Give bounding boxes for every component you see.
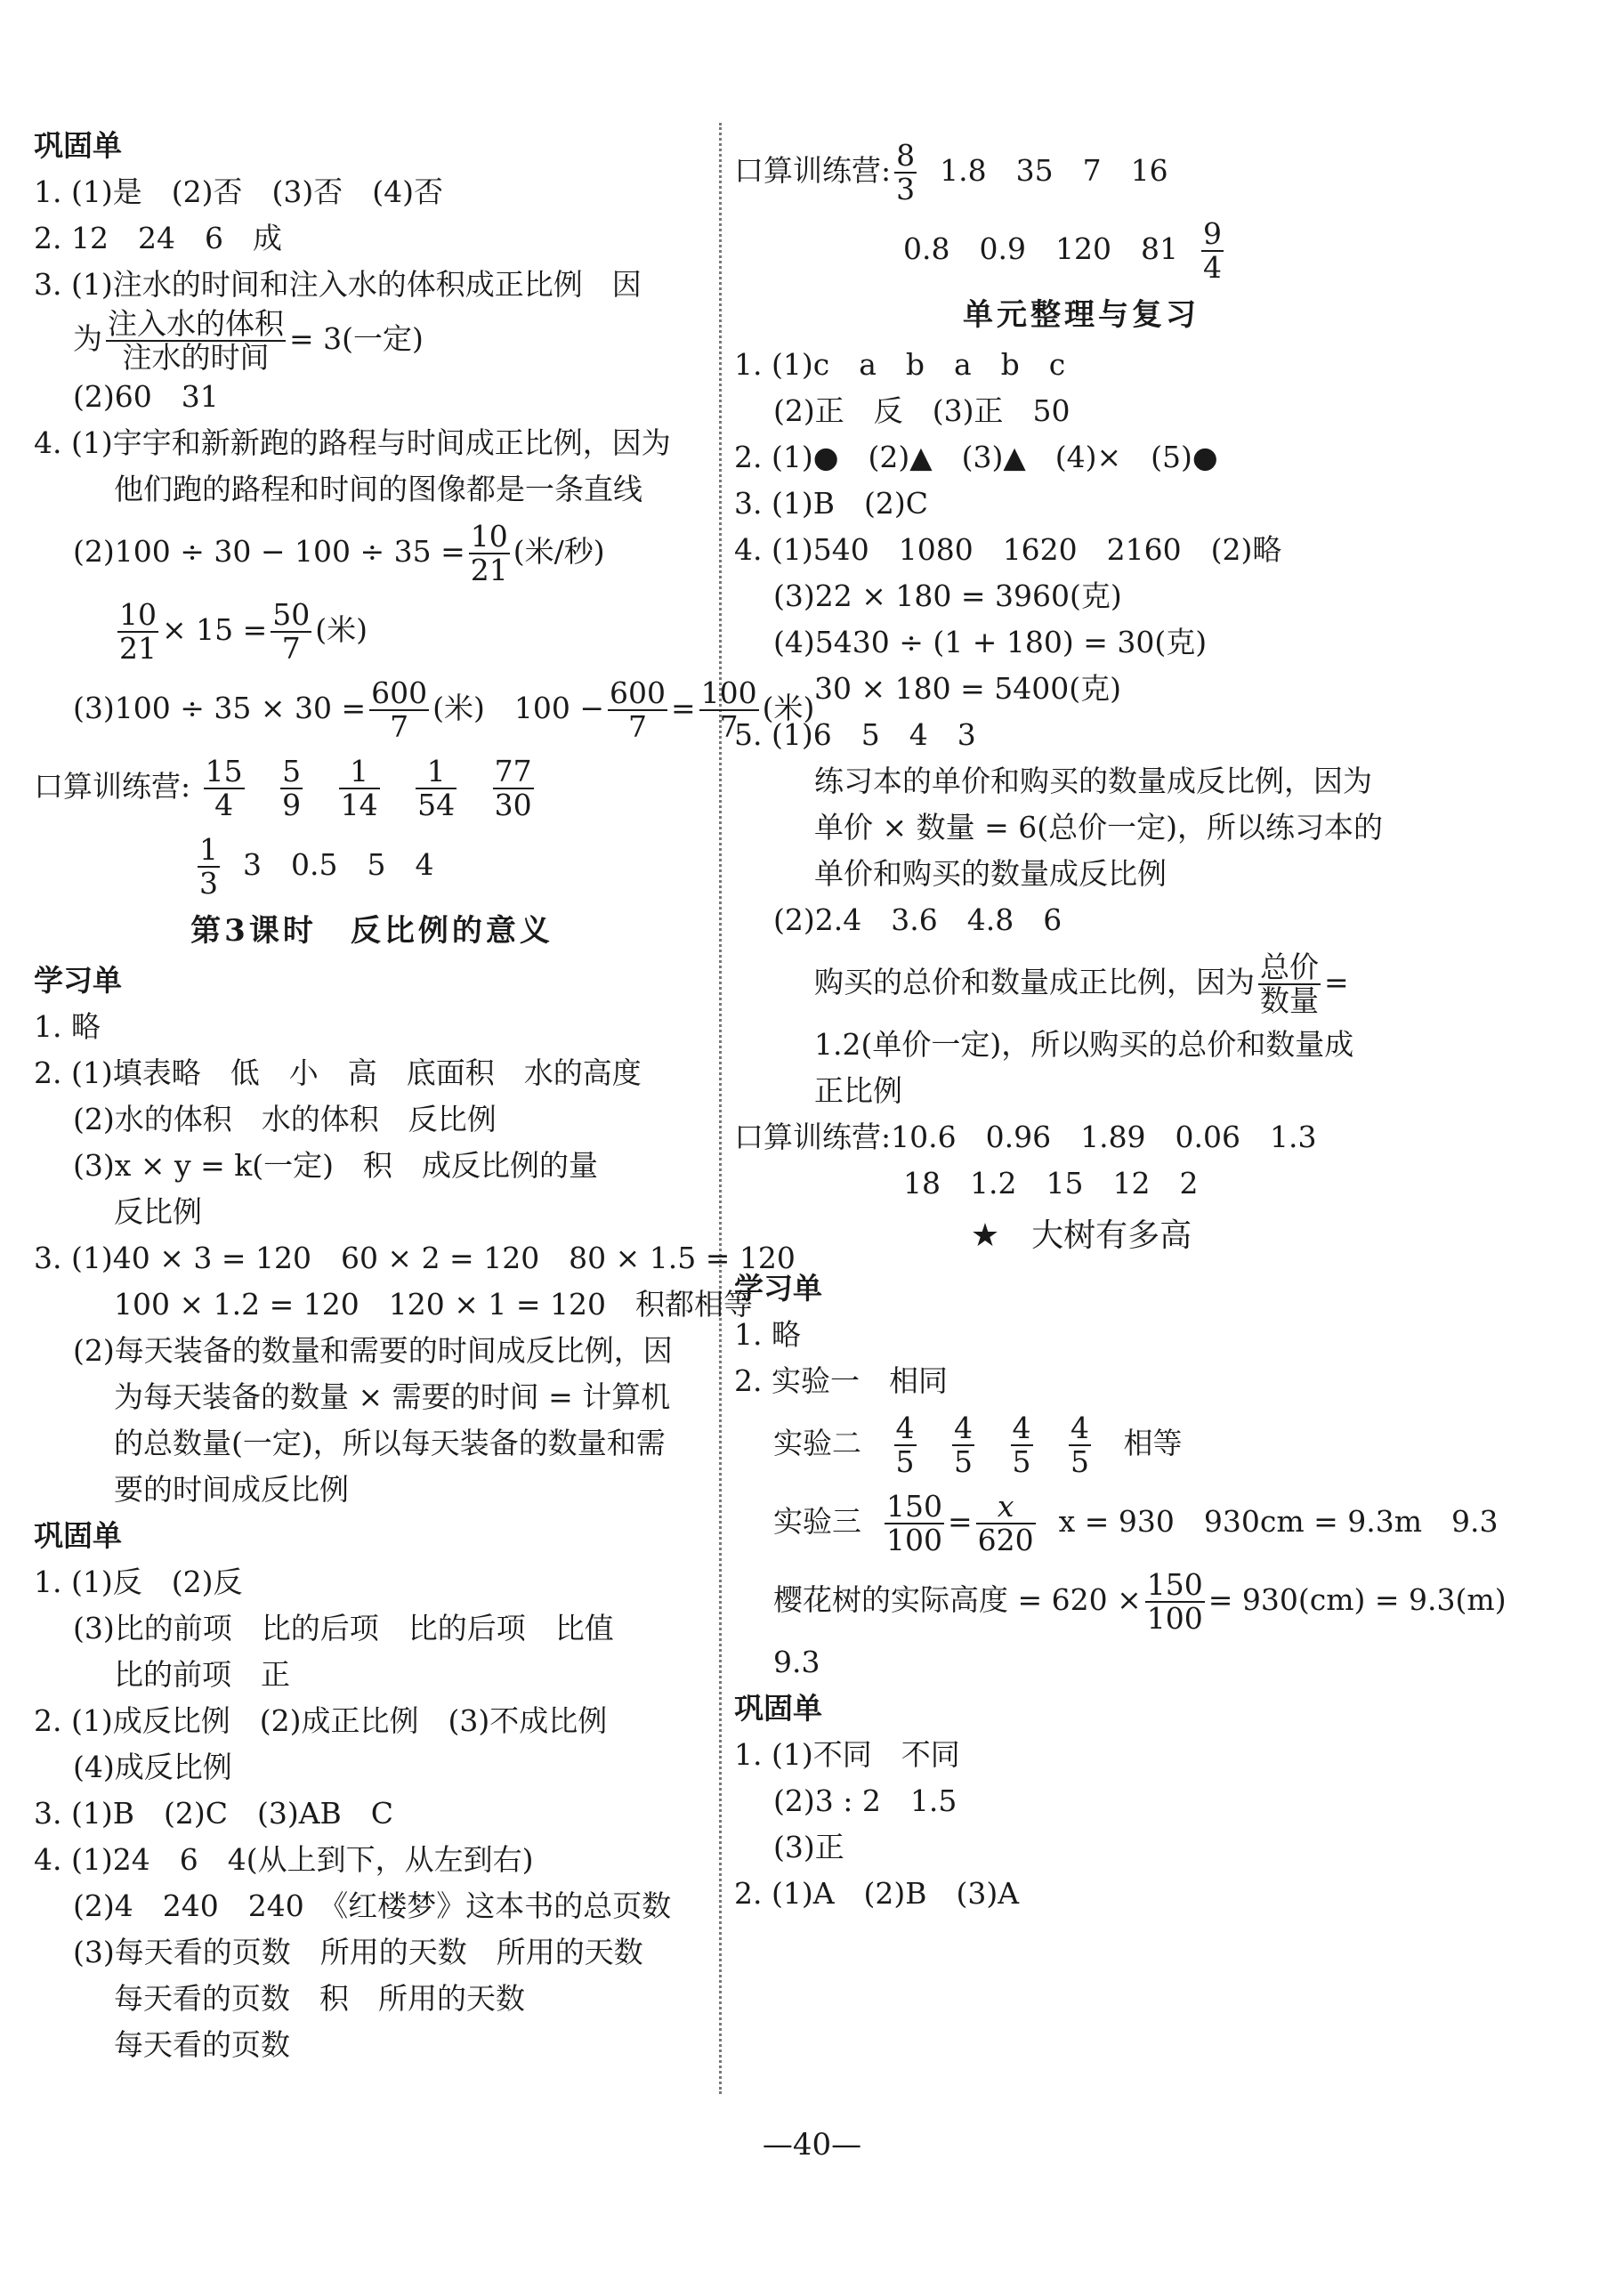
text: 1.8 35 7 16 — [940, 153, 1168, 188]
text: = — [671, 691, 696, 725]
text: = 3(一定) — [289, 321, 424, 356]
numerator: 600 — [610, 675, 667, 710]
denominator: 4 — [1202, 250, 1222, 285]
numerator: 4 — [1071, 1411, 1089, 1445]
answer-line: (2)2.4 3.6 4.8 6 — [773, 902, 1062, 937]
numerator: 4 — [954, 1411, 973, 1445]
fraction — [1011, 1412, 1033, 1478]
answer-line — [34, 513, 710, 591]
answer-line — [34, 669, 815, 748]
answer-line: 为每天装备的数量 × 需要的时间 = 计算机 — [114, 1379, 671, 1414]
text: = — [948, 1504, 973, 1539]
oral-practice-line: 18 1.2 15 12 2 — [903, 1166, 1199, 1201]
answer-line: (2)每天装备的数量和需要的时间成反比例，因 — [73, 1333, 673, 1368]
text: 相等 — [1123, 1426, 1183, 1460]
denominator: 7 — [719, 709, 739, 744]
answer-line — [734, 342, 1428, 388]
answer-line: (3)每天看的页数 所用的天数 所用的天数 — [73, 1935, 643, 1969]
numerator: 150 — [886, 1489, 942, 1524]
denominator: 5 — [1071, 1444, 1089, 1479]
text: 购买的总价和数量成正比例，因为 — [814, 965, 1255, 999]
answer-line: 单价和购买的数量成反比例 — [814, 856, 1167, 891]
answer-line — [734, 1404, 1428, 1483]
right-column — [734, 132, 1507, 2094]
section-title: 巩固单 — [734, 1691, 822, 1726]
fraction — [952, 1412, 974, 1478]
fraction — [1201, 218, 1224, 284]
section-title: 巩固单 — [34, 128, 122, 163]
numerator: 50 — [272, 597, 311, 632]
answer-line: 5. (1)6 5 4 3 — [734, 717, 976, 752]
answer-line: 练习本的单价和购买的数量成反比例，因为 — [814, 764, 1372, 798]
fraction — [894, 140, 917, 206]
text: 1. (1)c a b a b c — [734, 347, 1066, 382]
answer-line: 2. 12 24 6 成 — [34, 221, 282, 255]
text: 0.8 0.9 120 81 — [903, 231, 1178, 266]
answer-line: 4. (1)宇宇和新新跑的路程与时间成正比例，因为 — [34, 425, 671, 460]
fraction — [339, 756, 380, 821]
answer-line: (3)22 × 180 = 3960(克) — [773, 578, 1122, 613]
fraction — [369, 677, 429, 743]
answer-line: 的总数量(一定)，所以每天装备的数量和需 — [114, 1426, 666, 1460]
text: 实验三 — [773, 1504, 861, 1539]
answer-line: 每天看的页数 积 所用的天数 — [114, 1981, 525, 2016]
answer-line: (3)比的前项 比的后项 比的后项 比值 — [73, 1611, 614, 1645]
answer-line: 2. (1)A (2)B (3)A — [734, 1876, 1020, 1911]
answer-line: (2)60 31 — [73, 379, 219, 414]
numerator: 77 — [494, 754, 532, 788]
answer-line: 2. 实验一 相同 — [734, 1363, 948, 1398]
denominator: 注水的时间 — [122, 340, 270, 375]
tree-title: ★ 大树有多高 — [970, 1217, 1192, 1254]
numerator: 4 — [1012, 1411, 1031, 1445]
denominator: 21 — [470, 553, 508, 587]
answer-line: 1. 略 — [34, 1009, 101, 1044]
answer-line: 30 × 180 = 5400(克) — [814, 671, 1121, 706]
text: (米/秒) — [513, 534, 605, 569]
text: (3)100 ÷ 35 × 30 = — [73, 691, 367, 725]
denominator: 7 — [390, 709, 409, 744]
answer-line: 他们跑的路程和时间的图像都是一条直线 — [114, 472, 642, 506]
answer-line: 2. (1)成反比例 (2)成正比例 (3)不成比例 — [34, 1703, 608, 1738]
denominator: 数量 — [1260, 983, 1319, 1018]
fraction — [894, 1412, 917, 1478]
answer-line: 1. (1)不同 不同 — [734, 1737, 960, 1772]
numerator: 总价 — [1260, 950, 1319, 984]
numerator: x — [976, 1491, 1036, 1524]
answer-line: (2)3 : 2 1.5 — [773, 1783, 957, 1818]
fraction — [1069, 1412, 1091, 1478]
fraction — [204, 756, 245, 821]
fraction — [271, 599, 311, 665]
answer-line: 1. 略 — [734, 1317, 801, 1352]
fraction — [106, 308, 286, 374]
numerator: 100 — [700, 675, 757, 710]
text: (米) — [762, 691, 815, 725]
numerator: 9 — [1202, 216, 1222, 251]
denominator: 7 — [281, 631, 301, 666]
answer-line: (3)正 — [773, 1830, 844, 1864]
denominator: 4 — [214, 788, 234, 822]
numerator: 1 — [416, 756, 456, 789]
denominator: 5 — [1012, 1444, 1031, 1479]
oral-label: 口算训练营: — [34, 769, 191, 804]
answer-line: 4. (1)540 1080 1620 2160 (2)略 — [734, 532, 1282, 567]
fraction — [608, 677, 667, 743]
oral-label: 口算训练营: — [734, 153, 892, 188]
text: 10.6 0.96 1.89 0.06 1.3 — [891, 1120, 1317, 1154]
answer-line: 3. (1)注水的时间和注入水的体积成正比例 因 — [34, 267, 642, 302]
denominator: 14 — [340, 788, 378, 822]
answer-line: 比的前项 正 — [114, 1657, 290, 1692]
column-divider — [719, 123, 722, 2094]
fraction — [280, 756, 303, 821]
denominator: 54 — [417, 788, 456, 822]
answer-line: 正比例 — [814, 1073, 902, 1108]
numerator: 600 — [371, 675, 428, 710]
answer-line: 1. (1)是 (2)否 (3)否 (4)否 — [34, 174, 443, 209]
fraction — [1258, 951, 1321, 1017]
text: × 15 = — [162, 612, 268, 647]
text: (米) 100 − — [432, 691, 605, 725]
denominator: 3 — [896, 172, 916, 206]
text: x = 930 930cm = 9.3m 9.3 — [1058, 1504, 1499, 1539]
answer-line: 100 × 1.2 = 120 120 × 1 = 120 积都相等 — [114, 1287, 753, 1322]
section-title: 巩固单 — [34, 1518, 122, 1553]
answer-line — [734, 1483, 1499, 1561]
answer-line: (4)5430 ÷ (1 + 180) = 30(克) — [773, 625, 1208, 659]
answer-line: 3. (1)B (2)C — [734, 486, 928, 521]
oral-practice-line — [34, 826, 710, 904]
denominator: 30 — [494, 788, 532, 822]
section-title: 学习单 — [34, 963, 122, 998]
numerator: 10 — [119, 597, 157, 632]
text: (米) — [315, 612, 368, 647]
answer-line: 反比例 — [114, 1194, 202, 1229]
oral-practice-line — [734, 1114, 1428, 1160]
fraction — [493, 756, 534, 821]
text: 樱花树的实际高度 = 620 × — [773, 1582, 1142, 1617]
answer-line: 4. (1)24 6 4(从上到下，从左到右) — [34, 1842, 534, 1877]
numerator: 1 — [339, 756, 380, 789]
answer-line: 2. (1)● (2)▲ (3)▲ (4)× (5)● — [734, 440, 1218, 474]
answer-line: (2)水的体积 水的体积 反比例 — [73, 1102, 497, 1136]
answer-line: 1.2(单价一定)，所以购买的总价和数量成 — [814, 1027, 1354, 1062]
answer-line: 3. (1)40 × 3 = 120 60 × 2 = 120 80 × 1.5 = 120 — [34, 1241, 796, 1275]
answer-line: (4)成反比例 — [73, 1750, 232, 1784]
answer-line: 要的时间成反比例 — [114, 1472, 349, 1507]
text: = 930(cm) = 9.3(m) — [1208, 1582, 1507, 1617]
answer-line — [734, 943, 1428, 1022]
oral-practice-line — [34, 748, 710, 826]
answer-line: 3. (1)B (2)C (3)AB C — [34, 1796, 394, 1831]
denominator: 3 — [199, 866, 218, 901]
denominator: 100 — [886, 1523, 942, 1557]
fraction — [976, 1491, 1036, 1556]
numerator: 8 — [896, 138, 916, 173]
answer-line: (2)正 反 (3)正 50 — [773, 393, 1071, 428]
denominator: 7 — [628, 709, 648, 744]
numerator: 150 — [1146, 1567, 1203, 1602]
text: 为 — [73, 321, 102, 356]
answer-line: 1. (1)反 (2)反 — [34, 1565, 243, 1599]
numerator: 注入水的体积 — [108, 306, 284, 341]
answer-line: 单价 × 数量 = 6(总价一定)，所以练习本的 — [814, 810, 1384, 845]
denominator: 5 — [954, 1444, 973, 1479]
answer-line: 每天看的页数 — [114, 2027, 290, 2062]
denominator: 620 — [977, 1523, 1034, 1557]
fraction — [885, 1491, 944, 1556]
numerator: 15 — [205, 754, 243, 788]
denominator: 5 — [895, 1444, 915, 1479]
review-title: 单元整理与复习 — [963, 297, 1200, 333]
numerator: 10 — [470, 519, 508, 554]
oral-label: 口算训练营: — [734, 1120, 892, 1154]
answer-line: 9.3 — [773, 1645, 820, 1679]
section-title: 学习单 — [734, 1271, 822, 1306]
text: = — [1324, 965, 1349, 999]
lesson-title: 第3课时 反比例的意义 — [190, 913, 553, 949]
denominator: 21 — [119, 631, 157, 666]
page-number: —40— — [762, 2127, 862, 2163]
text: (2)100 ÷ 30 − 100 ÷ 35 = — [73, 534, 465, 569]
answer-line — [34, 308, 710, 374]
oral-practice-line — [734, 132, 1428, 210]
answer-line: 2. (1)填表略 低 小 高 底面积 水的高度 — [34, 1055, 642, 1090]
numerator: 1 — [199, 832, 218, 867]
fraction — [469, 521, 510, 586]
numerator: 4 — [895, 1411, 915, 1445]
answer-line: (2)4 240 240 《红楼梦》这本书的总页数 — [73, 1888, 672, 1923]
fraction — [1145, 1569, 1205, 1635]
fraction — [416, 756, 456, 821]
denominator: 100 — [1146, 1601, 1203, 1636]
oral-practice-line — [734, 210, 1428, 288]
numerator: 5 — [282, 754, 302, 788]
answer-line — [734, 1561, 1507, 1639]
text: 3 0.5 5 4 — [243, 847, 434, 882]
fraction — [198, 834, 220, 900]
fraction — [117, 599, 158, 665]
answer-line — [34, 591, 710, 669]
answer-line: (3)x × y = k(一定) 积 成反比例的量 — [73, 1148, 599, 1183]
text: 实验二 — [773, 1426, 861, 1460]
denominator: 9 — [282, 788, 302, 822]
